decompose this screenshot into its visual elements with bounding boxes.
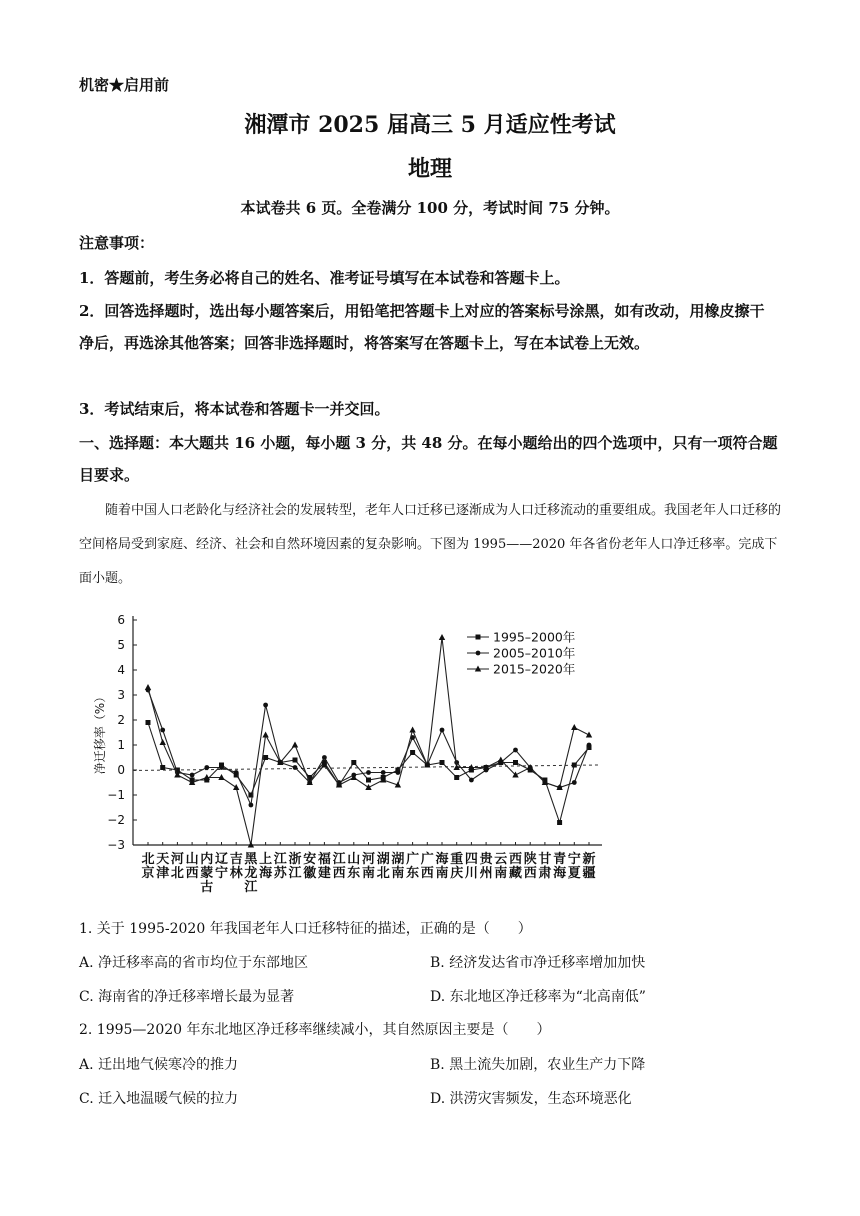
x-tick-label: 新疆 — [582, 852, 596, 881]
series-2-point — [160, 728, 165, 733]
exam-subject: 地理 — [407, 156, 452, 182]
question-1-option-c[interactable]: C. 海南省的净迁移率增长最为显著 — [79, 989, 295, 1005]
series-3-point — [365, 784, 371, 790]
question-1-stem: 1. 关于 1995-2020 年我国老年人口迁移特征的描述，正确的是（ ） — [79, 921, 532, 937]
y-axis-label: 净迁移率（%） — [93, 690, 107, 775]
question-2-option-d[interactable]: D. 洪涝灾害频发，生态环境恶化 — [430, 1091, 632, 1107]
x-tick-label: 福建 — [317, 852, 331, 881]
series-3-point — [409, 727, 415, 733]
series-1-point — [557, 820, 562, 825]
y-tick-label: 1 — [117, 738, 125, 752]
x-tick-label: 上海 — [259, 852, 273, 881]
y-tick-label: 6 — [117, 613, 125, 627]
series-1-point — [513, 760, 518, 765]
series-2-point — [572, 780, 577, 785]
x-tick-label: 广西 — [420, 852, 434, 881]
x-tick-label: 湖南 — [391, 852, 405, 881]
series-3-point — [586, 732, 592, 738]
question-2-option-a[interactable]: A. 迁出地气候寒冷的推力 — [79, 1057, 239, 1073]
series-3-point — [233, 784, 239, 790]
y-tick-label: −1 — [107, 788, 125, 802]
series-3-point — [160, 739, 166, 745]
question-2-stem: 2. 1995—2020 年东北地区净迁移率继续减小，其自然原因主要是（ ） — [79, 1022, 551, 1038]
series-2-point — [587, 743, 592, 748]
x-tick-label: 云南 — [494, 852, 508, 881]
intro-paragraph: 随着中国人口老龄化与经济社会的发展转型，老年人口迁移已逐渐成为人口迁移流动的重要组成。我国老年人口迁移的空间格局受到家庭、经济、社会和自然环境因素的复杂影响。下图为 1995——2020 年各省份老年人口净迁移率。完成下面小题。 — [79, 503, 782, 586]
migration-rate-chart — [90, 605, 610, 900]
series-1-point — [351, 760, 356, 765]
x-tick-label: 广东 — [406, 852, 420, 881]
series-3-point — [262, 732, 268, 738]
x-tick-label: 西藏 — [508, 852, 523, 881]
exam-title: 湘潭市 2025 届高三 5 月适应性考试 — [244, 112, 616, 138]
x-tick-label: 甘肃 — [538, 852, 552, 881]
legend-marker-1 — [476, 635, 481, 640]
x-tick-label: 贵州 — [479, 852, 493, 881]
series-3-point — [292, 742, 298, 748]
series-2-point — [381, 770, 386, 775]
x-tick-label: 天津 — [156, 852, 170, 881]
x-tick-label: 内蒙古 — [200, 852, 214, 895]
series-1-point — [366, 778, 371, 783]
notice-heading: 注意事项： — [79, 234, 155, 252]
y-tick-label: 2 — [117, 713, 125, 727]
series-2-point — [366, 770, 371, 775]
question-2-option-c[interactable]: C. 迁入地温暖气候的拉力 — [79, 1091, 239, 1107]
y-tick-label: −2 — [107, 813, 125, 827]
x-tick-label: 宁夏 — [567, 852, 581, 881]
x-tick-label: 江苏 — [273, 852, 287, 881]
series-1-point — [440, 760, 445, 765]
section-heading: 一、选择题：本大题共 16 小题，每小题 3 分，共 48 分。在每小题给出的四个选项中，只有一项符合题目要求。 — [79, 434, 778, 484]
series-2-point — [219, 765, 224, 770]
y-tick-label: −3 — [107, 838, 125, 852]
confidential-label: 机密★启用前 — [79, 76, 170, 94]
question-1-option-a[interactable]: A. 净迁移率高的省市均位于东部地区 — [79, 955, 309, 971]
x-tick-label: 吉林 — [229, 852, 243, 881]
exam-info: 本试卷共 6 页。全卷满分 100 分，考试时间 75 分钟。 — [240, 199, 620, 217]
x-tick-label: 黑龙江 — [244, 852, 258, 895]
series-2-point — [204, 765, 209, 770]
series-2-point — [293, 765, 298, 770]
x-tick-label: 重庆 — [450, 852, 464, 881]
series-1-point — [293, 758, 298, 763]
series-2-point — [263, 703, 268, 708]
x-tick-label: 河北 — [170, 852, 184, 881]
y-tick-label: 0 — [117, 763, 125, 777]
y-tick-label: 3 — [117, 688, 125, 702]
series-2-point — [396, 770, 401, 775]
notice-item-2: 2．回答选择题时，选出每小题答案后，用铅笔把答题卡上对应的答案标号涂黑，如有改动，用橡皮擦干净后，再选涂其他答案；回答非选择题时，将答案写在答题卡上，写在本试卷上无效。 — [79, 302, 765, 352]
x-tick-label: 四川 — [464, 852, 478, 881]
question-1-option-b[interactable]: B. 经济发达省市净迁移率增加加快 — [430, 955, 646, 971]
legend-marker-2 — [476, 651, 481, 656]
legend-label-3: 2015–2020年 — [493, 661, 576, 677]
x-tick-label: 北京 — [141, 852, 155, 881]
series-1-point — [454, 775, 459, 780]
series-2-point — [469, 778, 474, 783]
series-3-point — [498, 757, 504, 763]
y-tick-label: 4 — [117, 663, 125, 677]
x-tick-label: 山西 — [185, 852, 199, 881]
series-1-point — [146, 720, 151, 725]
x-tick-label: 青海 — [553, 852, 567, 881]
question-2-option-b[interactable]: B. 黑土流失加剧，农业生产力下降 — [430, 1057, 646, 1073]
notice-item-3: 3．考试结束后，将本试卷和答题卡一并交回。 — [79, 400, 390, 418]
y-tick-label: 5 — [117, 638, 125, 652]
x-tick-label: 辽宁 — [214, 852, 229, 881]
series-2-point — [440, 728, 445, 733]
legend-label-2: 2005–2010年 — [493, 645, 576, 661]
x-tick-label: 浙江 — [288, 852, 302, 881]
series-3-point — [145, 684, 151, 690]
x-tick-label: 陕西 — [523, 852, 537, 881]
series-1-point — [410, 750, 415, 755]
series-3-point — [571, 724, 577, 730]
series-2-point — [322, 755, 327, 760]
series-2-point — [234, 770, 239, 775]
notice-item-1: 1．答题前，考生务必将自己的姓名、准考证号填写在本试卷和答题卡上。 — [79, 269, 570, 287]
series-1-point — [160, 765, 165, 770]
x-tick-label: 湖北 — [376, 852, 390, 881]
series-1-point — [572, 763, 577, 768]
series-3-point — [439, 634, 445, 640]
x-tick-label: 山东 — [347, 852, 361, 881]
series-2-point — [249, 803, 254, 808]
series-1-point — [263, 755, 268, 760]
series-2-point — [190, 773, 195, 778]
x-tick-label: 江西 — [332, 852, 346, 881]
x-tick-label: 海南 — [435, 852, 449, 881]
series-2-point — [513, 748, 518, 753]
question-1-option-d[interactable]: D. 东北地区净迁移率为“北高南低” — [430, 989, 646, 1005]
x-tick-label: 安徽 — [303, 852, 317, 881]
legend-label-1: 1995–2000年 — [493, 629, 576, 645]
x-tick-label: 河南 — [361, 852, 376, 881]
